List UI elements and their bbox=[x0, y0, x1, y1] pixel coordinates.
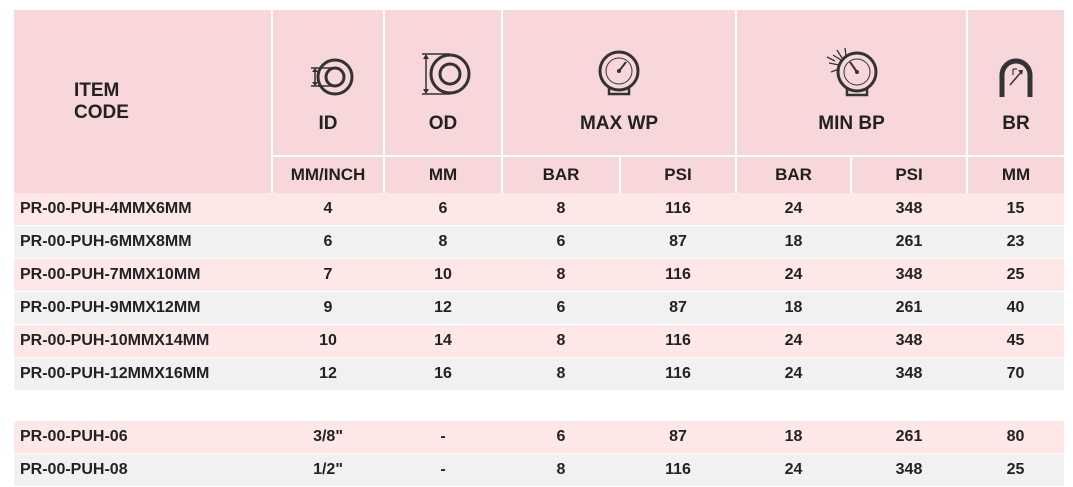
unit-br: MM bbox=[967, 156, 1064, 193]
bp-psi-cell: 348 bbox=[851, 193, 967, 226]
wp-psi-cell: 116 bbox=[620, 325, 736, 358]
od-cell: 6 bbox=[384, 193, 502, 226]
id-cell: 10 bbox=[272, 325, 384, 358]
wp-bar-cell: 8 bbox=[502, 193, 620, 226]
od-cell: - bbox=[384, 454, 502, 487]
wp-psi-cell: 116 bbox=[620, 193, 736, 226]
wp-bar-cell: 8 bbox=[502, 325, 620, 358]
bp-bar-cell: 24 bbox=[736, 193, 851, 226]
id-cell: 4 bbox=[272, 193, 384, 226]
bend-radius-icon bbox=[996, 55, 1036, 99]
wp-psi-cell: 87 bbox=[620, 292, 736, 325]
wp-bar-cell: 6 bbox=[502, 226, 620, 259]
item-code-cell: PR-00-PUH-08 bbox=[14, 454, 272, 487]
unit-bp-psi: PSI bbox=[851, 156, 967, 193]
id-header bbox=[272, 10, 384, 156]
bp-psi-cell: 348 bbox=[851, 454, 967, 487]
od-cell: 16 bbox=[384, 358, 502, 391]
od-cell: - bbox=[384, 421, 502, 454]
br-cell: 40 bbox=[967, 292, 1064, 325]
wp-psi-cell: 87 bbox=[620, 421, 736, 454]
table-row bbox=[14, 421, 1064, 454]
table-row bbox=[14, 325, 1064, 358]
id-cell: 7 bbox=[272, 259, 384, 292]
bp-bar-cell: 18 bbox=[736, 226, 851, 259]
id-cell: 1/2" bbox=[272, 454, 384, 487]
wp-bar-cell: 6 bbox=[502, 421, 620, 454]
wp-psi-cell: 87 bbox=[620, 226, 736, 259]
outer-diameter-icon bbox=[412, 49, 474, 99]
wp-psi-cell: 116 bbox=[620, 358, 736, 391]
item-code-cell: PR-00-PUH-4MMX6MM bbox=[14, 193, 272, 226]
item-code-cell: PR-00-PUH-12MMX16MM bbox=[14, 358, 272, 391]
od-cell: 14 bbox=[384, 325, 502, 358]
header-row bbox=[14, 10, 1064, 156]
unit-id: MM/INCH bbox=[272, 156, 384, 193]
unit-wp-bar: BAR bbox=[502, 156, 620, 193]
max-wp-header bbox=[502, 10, 736, 156]
bp-bar-cell: 24 bbox=[736, 259, 851, 292]
pressure-gauge-icon bbox=[595, 49, 643, 99]
br-cell: 15 bbox=[967, 193, 1064, 226]
br-cell: 45 bbox=[967, 325, 1064, 358]
od-cell: 10 bbox=[384, 259, 502, 292]
bp-bar-cell: 24 bbox=[736, 358, 851, 391]
inner-diameter-icon bbox=[297, 55, 359, 99]
id-label: ID bbox=[318, 113, 338, 134]
table-row bbox=[14, 454, 1064, 487]
max-wp-label: MAX WP bbox=[579, 113, 659, 134]
bp-psi-cell: 348 bbox=[851, 259, 967, 292]
wp-psi-cell: 116 bbox=[620, 259, 736, 292]
wp-psi-cell: 116 bbox=[620, 454, 736, 487]
br-label: BR bbox=[1002, 113, 1030, 134]
table-row bbox=[14, 193, 1064, 226]
unit-od: MM bbox=[384, 156, 502, 193]
od-cell: 8 bbox=[384, 226, 502, 259]
id-cell: 6 bbox=[272, 226, 384, 259]
item-code-cell: PR-00-PUH-10MMX14MM bbox=[14, 325, 272, 358]
item-code-label: ITEM CODE bbox=[74, 79, 129, 123]
bp-bar-cell: 24 bbox=[736, 325, 851, 358]
bp-bar-cell: 24 bbox=[736, 454, 851, 487]
hose-spec-table bbox=[14, 10, 1064, 487]
table-row bbox=[14, 259, 1064, 292]
table-row bbox=[14, 292, 1064, 325]
bp-psi-cell: 261 bbox=[851, 292, 967, 325]
bp-psi-cell: 261 bbox=[851, 421, 967, 454]
item-code-cell: PR-00-PUH-06 bbox=[14, 421, 272, 454]
od-label: OD bbox=[428, 113, 458, 134]
br-cell: 80 bbox=[967, 421, 1064, 454]
bp-bar-cell: 18 bbox=[736, 292, 851, 325]
item-code-cell: PR-00-PUH-9MMX12MM bbox=[14, 292, 272, 325]
id-cell: 9 bbox=[272, 292, 384, 325]
br-cell: 25 bbox=[967, 259, 1064, 292]
item-code-cell: PR-00-PUH-6MMX8MM bbox=[14, 226, 272, 259]
row-gap bbox=[14, 391, 1064, 422]
min-bp-header bbox=[736, 10, 967, 156]
table-row bbox=[14, 226, 1064, 259]
min-bp-label: MIN BP bbox=[818, 113, 885, 134]
br-cell: 25 bbox=[967, 454, 1064, 487]
wp-bar-cell: 8 bbox=[502, 259, 620, 292]
id-cell: 12 bbox=[272, 358, 384, 391]
item-code-header bbox=[14, 10, 272, 193]
wp-bar-cell: 6 bbox=[502, 292, 620, 325]
table-row bbox=[14, 358, 1064, 391]
od-header bbox=[384, 10, 502, 156]
wp-bar-cell: 8 bbox=[502, 454, 620, 487]
bp-psi-cell: 261 bbox=[851, 226, 967, 259]
br-header bbox=[967, 10, 1064, 156]
unit-bp-bar: BAR bbox=[736, 156, 851, 193]
item-code-cell: PR-00-PUH-7MMX10MM bbox=[14, 259, 272, 292]
bp-psi-cell: 348 bbox=[851, 325, 967, 358]
wp-bar-cell: 8 bbox=[502, 358, 620, 391]
bp-psi-cell: 348 bbox=[851, 358, 967, 391]
unit-wp-psi: PSI bbox=[620, 156, 736, 193]
burst-gauge-icon bbox=[821, 47, 883, 99]
od-cell: 12 bbox=[384, 292, 502, 325]
id-cell: 3/8" bbox=[272, 421, 384, 454]
bp-bar-cell: 18 bbox=[736, 421, 851, 454]
br-cell: 70 bbox=[967, 358, 1064, 391]
br-cell: 23 bbox=[967, 226, 1064, 259]
